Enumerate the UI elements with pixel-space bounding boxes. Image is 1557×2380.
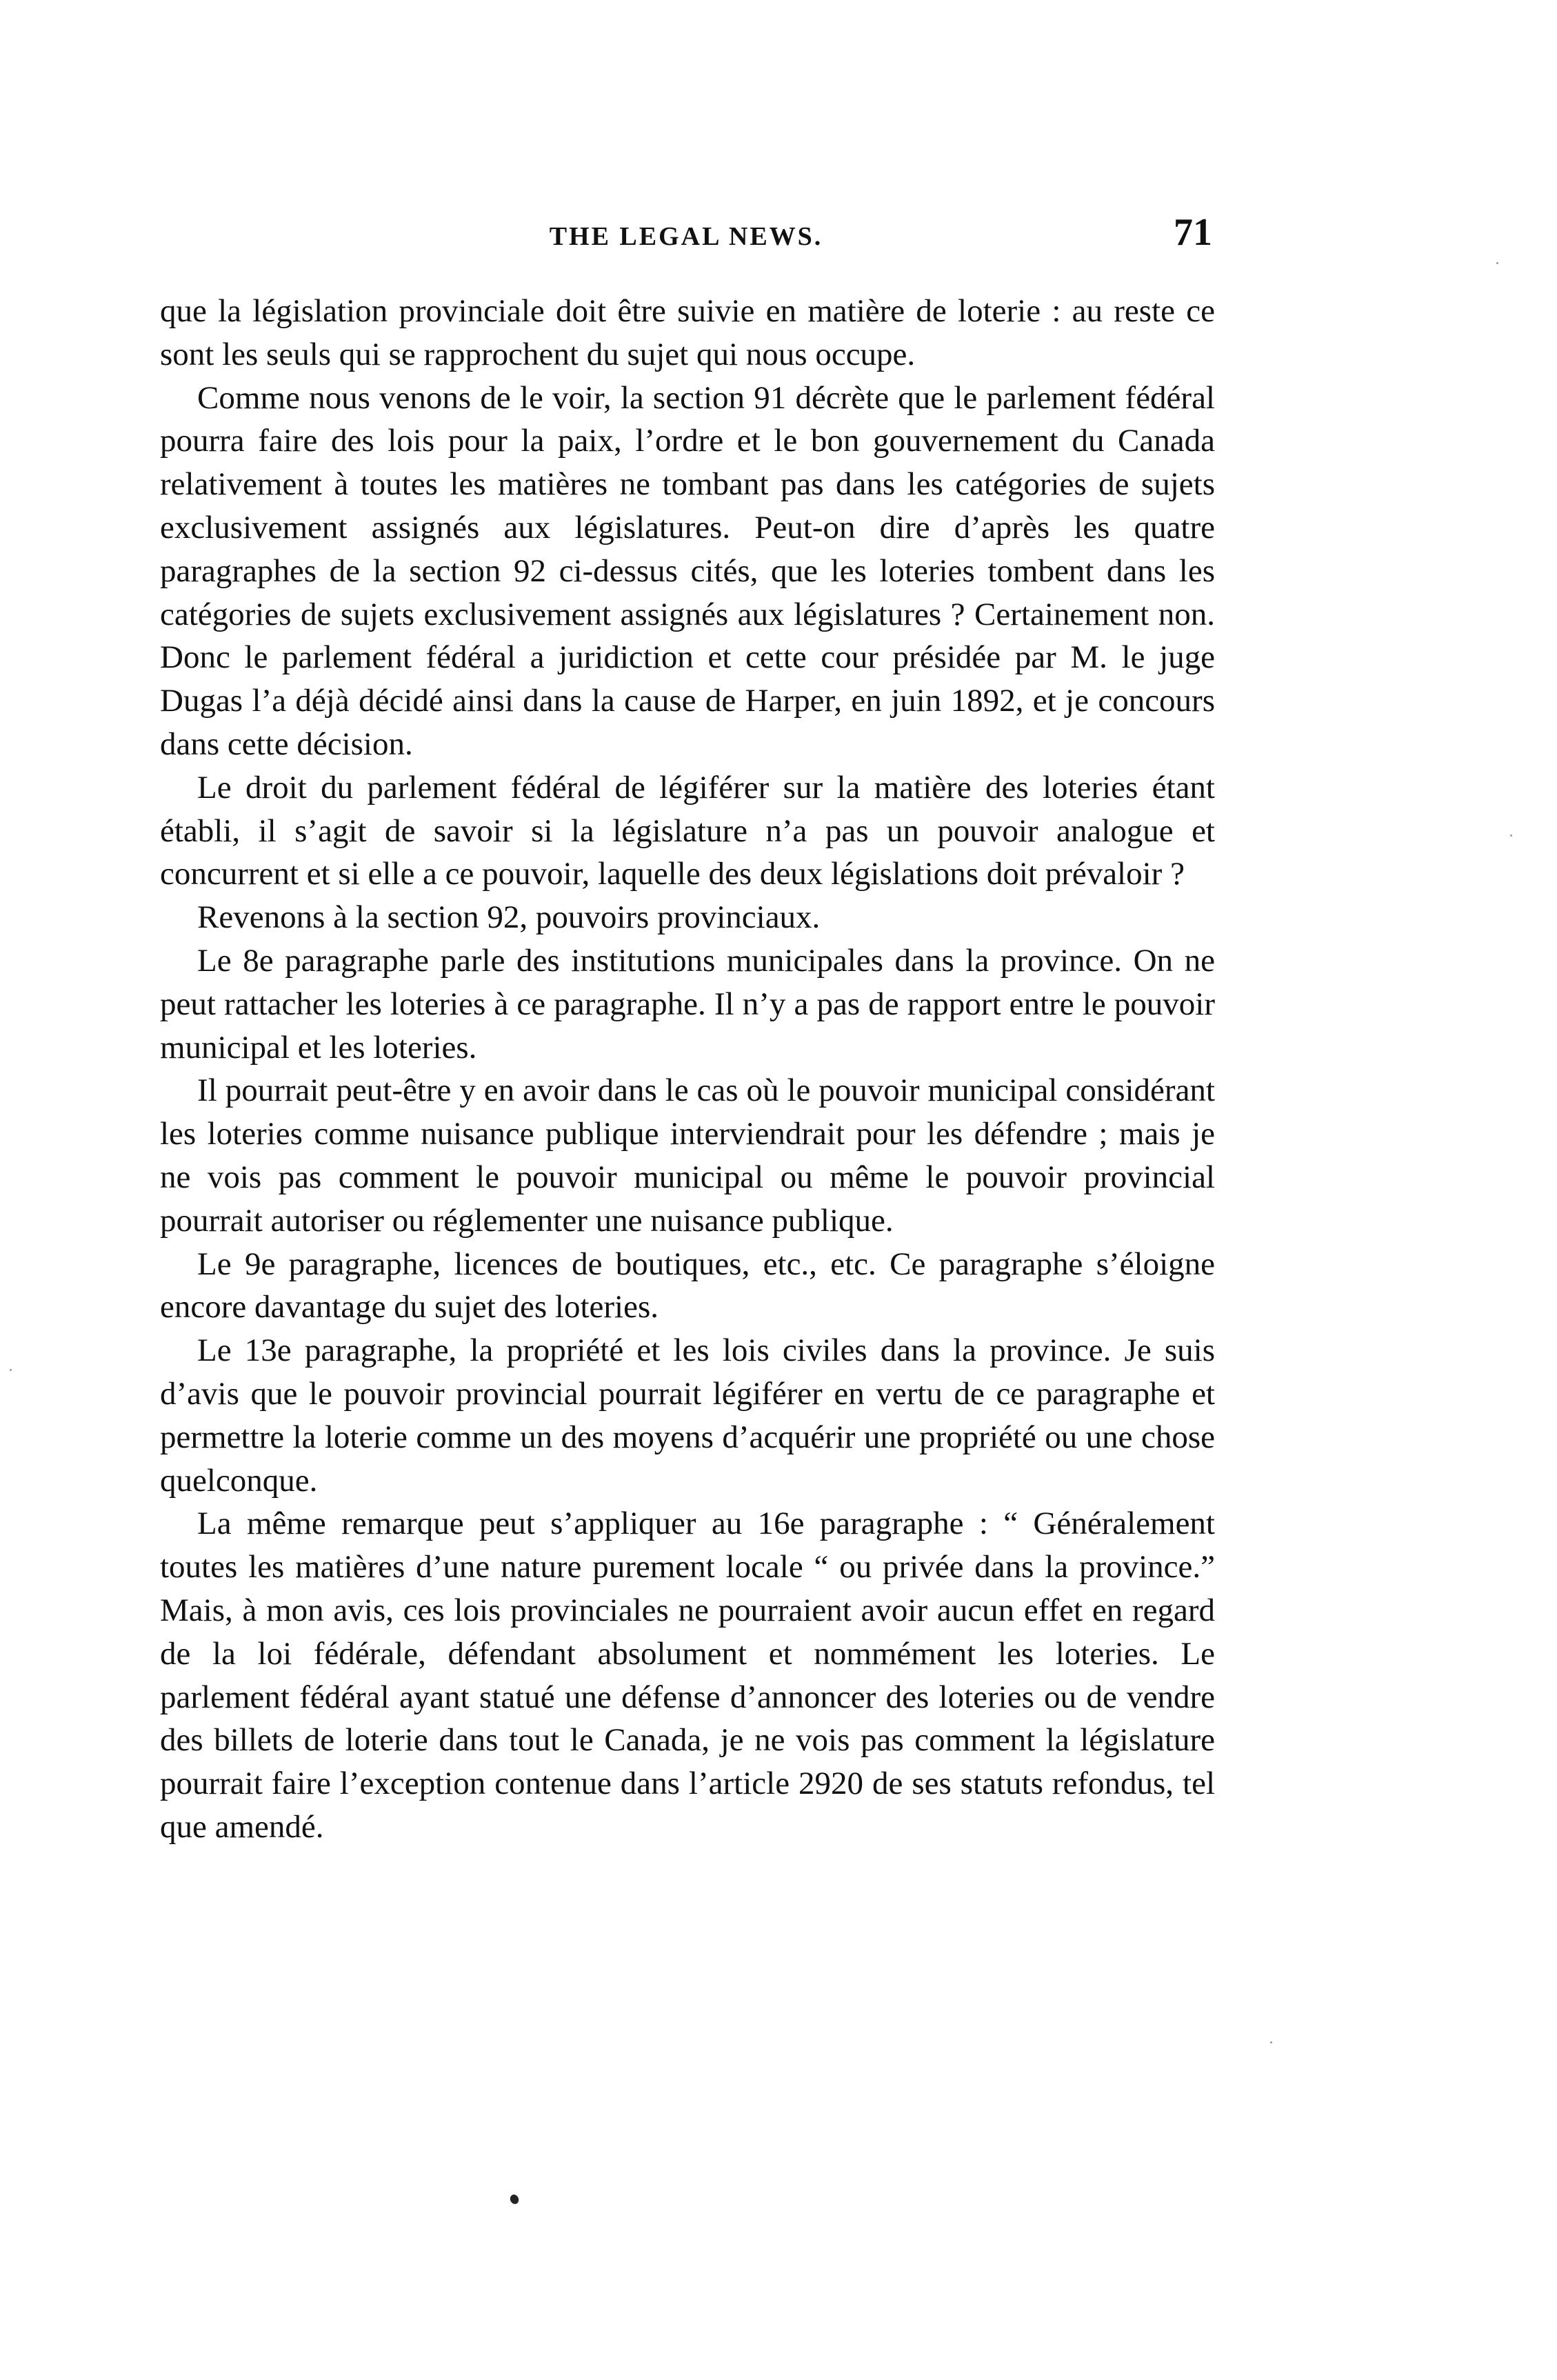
paragraph-3: Le droit du parlement fédéral de légiférer sur la matière des loteries étant établi, il s’agit de savoir si la législature n’a pas un pouvoir analogue et concurrent et si elle a ce pouvoir, laquelle des deux législations doit prévaloir ? <box>160 769 1215 892</box>
scan-speck <box>10 1369 12 1371</box>
paragraph-2: Comme nous venons de le voir, la section 91 décrète que le parlement fédéral pourra faire des lois pour la paix, l’ordre et le bon gouvernement du Canada relativement à toutes les matières ne tombant pas dans les catégories de sujets exclusivement assignés aux législatures. Peut-on dire d’après les quatre paragraphes de la section 92 ci-dessus cités, que les loteries tombent dans les catégories de sujets exclusivement assignés aux législatures ? Certainement non. Donc le parlement fédéral a juridiction et cette cour présidée par M. le juge Dugas l’a déjà décidé ainsi dans la cause de Harper, en juin 1892, et je concours dans cette décision. <box>160 379 1215 762</box>
ink-mark <box>509 2193 521 2206</box>
paragraph-9: La même remarque peut s’appliquer au 16e paragraphe : “ Généralement toutes les matières d’une nature purement locale “ ou privée dans la province.” Mais, à mon avis, ces lois provinciales ne pourraient avoir aucun effet en regard de la loi fédérale, défendant absolument et nommément les loteries. Le parlement fédéral ayant statué une défense d’annoncer des loteries ou de vendre des billets de loterie dans tout le Canada, je ne vois pas comment la législature pourrait faire l’exception contenue dans l’article 2920 de ses statuts refondus, tel que amendé. <box>160 1506 1215 1845</box>
body-text <box>160 290 1215 1849</box>
paragraph-7: Le 9e paragraphe, licences de boutiques, etc., etc. Ce paragraphe s’éloigne encore davantage du sujet des loteries. <box>160 1246 1215 1326</box>
running-header <box>159 210 1214 266</box>
paragraph-1: que la législation provinciale doit être suivie en matière de loterie : au reste ce sont les seuls qui se rapprochent du sujet qui nous occupe. <box>160 293 1215 372</box>
paragraph-6: Il pourrait peut-être y en avoir dans le cas où le pouvoir municipal considérant les loteries comme nuisance publique interviendrait pour les défendre ; mais je ne vois pas comment le pouvoir municipal ou même le pouvoir provincial pourrait autoriser ou réglementer une nuisance publique. <box>160 1072 1215 1239</box>
scan-speck <box>1510 834 1512 837</box>
running-title: THE LEGAL NEWS. <box>549 222 823 251</box>
scan-speck <box>1270 2041 1272 2043</box>
paragraph-5: Le 8e paragraphe parle des institutions municipales dans la province. On ne peut rattacher les loteries à ce paragraphe. Il n’y a pas de rapport entre le pouvoir municipal et les loteries. <box>160 942 1215 1066</box>
page-number: 71 <box>1174 211 1212 254</box>
paragraph-4: Revenons à la section 92, pouvoirs provinciaux. <box>197 899 821 936</box>
paragraph-8: Le 13e paragraphe, la propriété et les lois civiles dans la province. Je suis d’avis que le pouvoir provincial pourrait légiférer en vertu de ce paragraphe et permettre la loterie comme un des moyens d’acquérir une propriété ou une chose quelconque. <box>160 1332 1215 1499</box>
scan-speck <box>1496 262 1498 264</box>
